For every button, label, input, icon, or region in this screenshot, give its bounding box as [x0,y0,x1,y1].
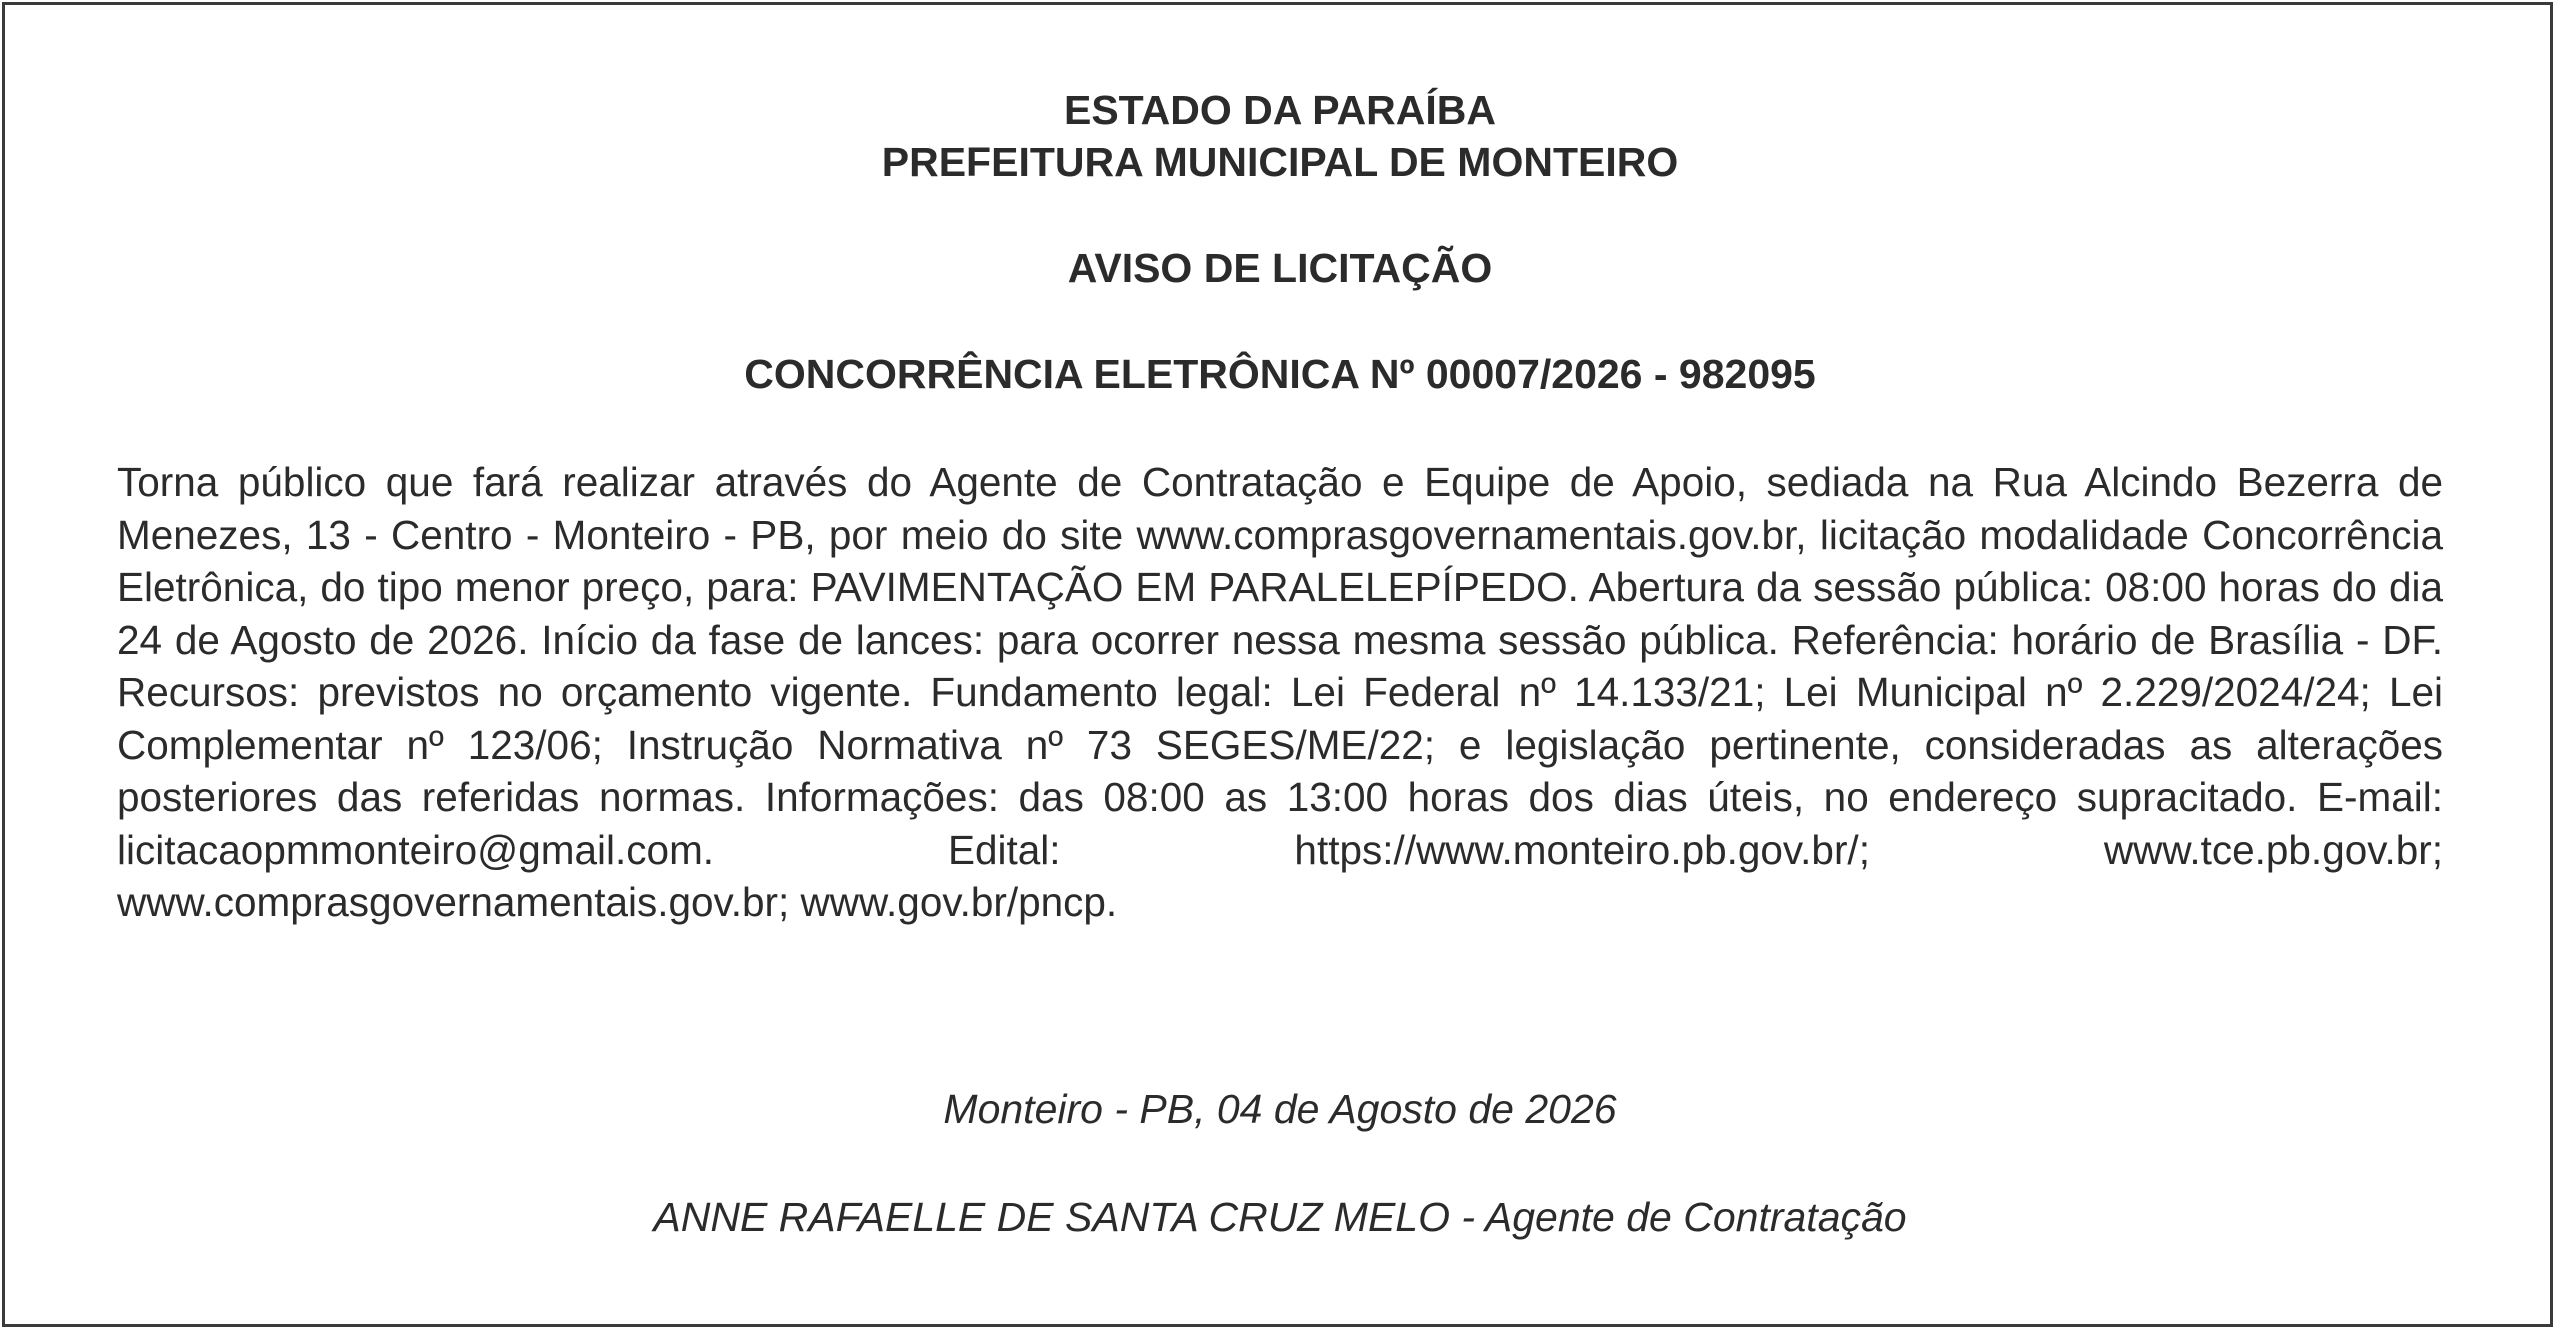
notice-body: Torna público que fará realizar através do Agente de Contratação e Equipe de Apoio, sediada na Rua Alcindo Bezerra de Menezes, 13 - Centro - Monteiro - PB, por meio do site www.comprasgovernamentais.gov.br, licitação modalidade Concorrência Eletrônica, do tipo menor preço, para: PAVIMENTAÇÃO EM PARALELEPÍPEDO. Abertura da sessão pública: 08:00 horas do dia 24 de Agosto de 2026. Início da fase de lances: para ocorrer nessa mesma sessão pública. Referência: horário de Brasília - DF. Recursos: previstos no orçamento vigente. Fundamento legal: Lei Federal nº 14.133/21; Lei Municipal nº 2.229/2024/24; Lei Complementar nº 123/06; Instrução Normativa nº 73 SEGES/ME/22; e legislação pertinente, consideradas as alterações posteriores das referidas normas. Informações: das 08:00 as 13:00 horas dos dias úteis, no endereço supracitado. E-mail: licitacaopmmonteiro@gmail.com. Edital: https://www.monteiro.pb.gov.br/; www.tce.pb.gov.br; www.comprasgovernamentais.gov.br; www.gov.br/pncp. [117,459,2443,925]
prefecture-heading: PREFEITURA MUNICIPAL DE MONTEIRO [881,139,1679,185]
state-heading: ESTADO DA PARAÍBA [1063,87,1497,133]
signature-line: ANNE RAFAELLE DE SANTA CRUZ MELO - Agente de Contratação [653,1194,1907,1240]
place-date: Monteiro - PB, 04 de Agosto de 2026 [943,1086,1617,1132]
procedure-number: CONCORRÊNCIA ELETRÔNICA Nº 00007/2026 - 982095 [744,351,1816,397]
notice-title: AVISO DE LICITAÇÃO [1067,245,1493,291]
